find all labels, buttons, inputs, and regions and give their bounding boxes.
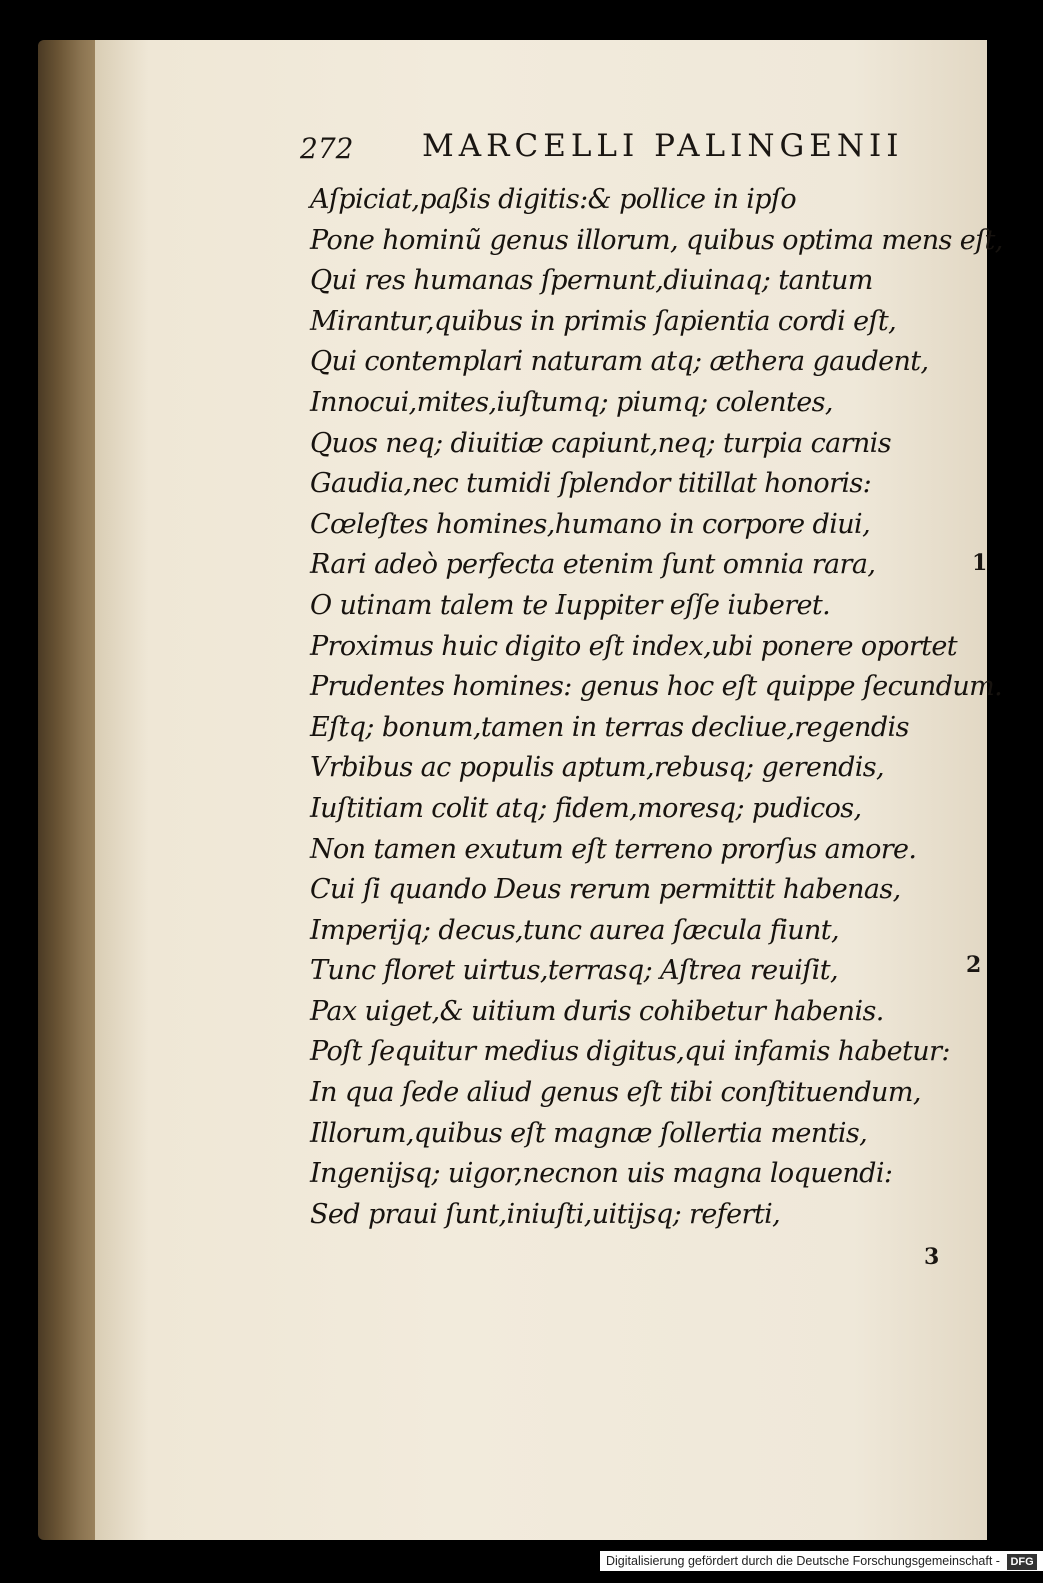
verse-line: Poſt ſequitur medius digitus,qui infamis habetur: — [310, 1036, 950, 1068]
margin-mark: 1 — [972, 550, 988, 576]
verse-line: Sed praui ſunt,iniuſti,uitijsq; referti, — [310, 1198, 781, 1230]
footer-credit — [600, 1551, 1043, 1571]
verse-line: In qua ſede aliud genus eſt tibi conſtituendum, — [310, 1077, 921, 1109]
running-head: MARCELLI PALINGENII — [422, 128, 904, 164]
verse-line: Illorum,quibus eſt magnæ ſollertia mentis, — [310, 1117, 868, 1149]
verse-line: Innocui,mites,iuſtumq; piumq; colentes, — [310, 386, 833, 418]
verse-line: Eſtq; bonum,tamen in terras decliue,regendis — [310, 711, 909, 743]
verse-line: Pax uiget,& uitium duris cohibetur habenis. — [310, 995, 884, 1027]
verse-line: Prudentes homines: genus hoc eſt quippe ſecundum. — [310, 671, 1003, 703]
verse-line: Aſpiciat,paßis digitis:& pollice in ipſo — [310, 184, 796, 215]
verse-line: Vrbibus ac populis aptum,rebusq; gerendis, — [310, 752, 885, 784]
page-header — [300, 128, 940, 168]
verse-line: Pone hominũ genus illorum, quibus optima mens eſt, — [310, 224, 1003, 256]
verse-line: Mirantur,quibus in primis ſapientia cordi eſt, — [310, 305, 897, 337]
verse-line: Qui contemplari naturam atq; æthera gaudent, — [310, 346, 929, 378]
verse-line: Tunc floret uirtus,terrasq; Aſtrea reuiſit, — [310, 955, 838, 987]
footer-text: Digitalisierung gefördert durch die Deutsche Forschungsgemeinschaft - — [606, 1554, 1000, 1568]
margin-mark: 2 — [966, 952, 982, 978]
verse-line: Cui ſi quando Deus rerum permittit habenas, — [310, 874, 901, 906]
verse-line: O utinam talem te Iuppiter eſſe iuberet. — [310, 589, 831, 621]
verse-list — [310, 180, 1003, 1235]
margin-mark: 3 — [924, 1244, 940, 1270]
page-number: 272 — [300, 132, 354, 165]
verse-line: Rari adeò perfecta etenim ſunt omnia rara, — [310, 549, 876, 581]
verse-line: Proximus huic digito eſt index,ubi ponere oportet — [310, 630, 958, 662]
dfg-logo: DFG — [1007, 1554, 1036, 1570]
verse-line: Qui res humanas ſpernunt,diuinaq; tantum — [310, 265, 873, 297]
verse-line: Quos neq; diuitiæ capiunt,neq; turpia carnis — [310, 427, 891, 459]
verse-line: Iuſtitiam colit atq; fidem,moresq; pudicos, — [310, 792, 862, 824]
verse-line: Cœleſtes homines,humano in corpore diui, — [310, 508, 871, 540]
verse-line: Gaudia,nec tumidi ſplendor titillat honoris: — [310, 468, 872, 500]
verse-line: Non tamen exutum eſt terreno prorſus amore. — [310, 833, 917, 865]
verse-line: Ingenijsq; uigor,necnon uis magna loquendi: — [310, 1158, 893, 1190]
verse-line: Imperijq; decus,tunc aurea ſæcula fiunt, — [310, 914, 840, 946]
